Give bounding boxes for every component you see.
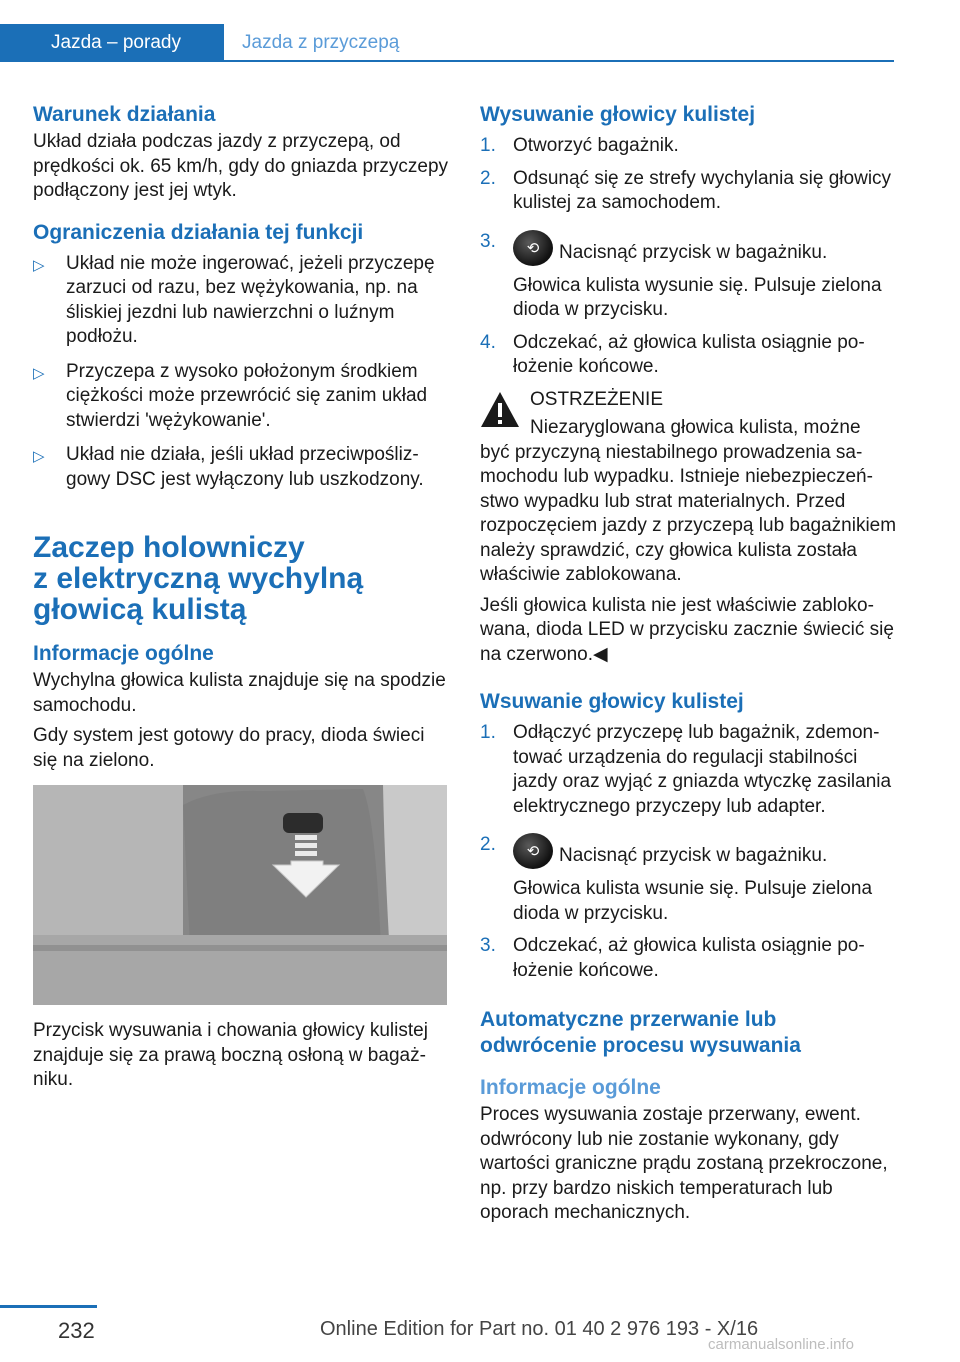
general-info-heading: Informacje ogólne — [33, 642, 214, 665]
section-label: Jazda z przyczepą — [242, 32, 400, 53]
footer-rule — [0, 1305, 97, 1308]
edition-text: Online Edition for Part no. 01 40 2 976 193 - X/16 — [320, 1318, 759, 1340]
trunk-illustration — [33, 785, 447, 1005]
warning-block — [480, 388, 900, 441]
tow-hitch-button-icon: ⟲ — [513, 230, 553, 266]
tow-hitch-button-icon: ⟲ — [513, 833, 553, 869]
photo-caption: Przycisk wysuwania i chowania głowicy kulistej znajduje się za prawą boczną osłoną w bagażniku. — [33, 1020, 428, 1090]
triangle-right-icon: ▷ — [33, 364, 45, 382]
list-item: 2. ⟲ Nacisnąć przycisk w bagażniku. Głowica kulista wsunie się. Pulsuje zielona dioda w przycisku. — [480, 834, 873, 924]
right-column — [480, 102, 900, 1226]
condition-heading: Warunek działania — [33, 103, 216, 126]
trunk-button-photo — [33, 785, 447, 1005]
watermark[interactable]: carmanualsonline.info — [708, 1336, 854, 1353]
list-item: 2. Odsunąć się ze strefy wychylania się głowicy kulistej za samochodem. — [480, 167, 892, 213]
triangle-right-icon: ▷ — [33, 256, 45, 274]
list-item: ▷ Układ nie może ingerować, jeżeli przyczepę zarzuci od razu, bez wężykowania, np. na śliskiej jezdni lub nawierzchni o luźnym podłożu. — [33, 252, 451, 350]
auto-info-text: Proces wysuwania zostaje przerwany, ewent. odwrócony lub nie zostanie wykonany, gdy wartości graniczne prądu zostaną przekroczone, np. przy bardzo niskich temperaturach lub oporach mechanicznych. — [480, 1104, 888, 1223]
warning-triangle-icon — [480, 390, 520, 430]
warning-text: Niezaryglowana głowica kulista, możne — [530, 417, 861, 438]
chapter-tab[interactable] — [0, 24, 224, 62]
page-number: 232 — [58, 1318, 95, 1343]
main-heading: Zaczep holowniczy z elektryczną wychylną głowicą kulistą — [33, 531, 364, 626]
list-item: 1. Odłączyć przyczepę lub bagażnik, zdemontować urządzenia do regulacji stabilności jazdy oraz wyjąć z gniazda wtyczkę zasilania elektrycznego przyczepy lub adapter. — [480, 722, 892, 817]
warning-text: być przyczyną niestabilnego prowadzenia samochodu lub wypadku. Istnieje niebezpieczeństwo wypadku lub strat materialnych. Przed rozpoczęciem jazdy z przyczepą lub bagażnikiem należy sprawdzić, czy głowica kulista została właściwie zablokowana. — [480, 441, 897, 585]
chapter-label: Jazda – porady — [51, 32, 181, 53]
condition-text: Układ działa podczas jazdy z przyczepą, od prędkości ok. 65 km/h, gdy do gniazda przyczepy podłączony jest jej wtyk. — [33, 131, 449, 201]
auto-interrupt-heading: Automatyczne przerwanie lub odwrócenie procesu wysuwania — [480, 1008, 801, 1057]
warning-text: Jeśli głowica kulista nie jest właściwie zablokowana, dioda LED w przycisku zacznie świecić się na czerwono.◀ — [480, 594, 894, 665]
extend-heading: Wysuwanie głowicy kulistej — [480, 103, 756, 126]
list-item: 3. Odczekać, aż głowica kulista osiągnie położenie końcowe. — [480, 935, 865, 981]
left-column — [33, 102, 451, 1093]
general-info-text: Wychylna głowica kulista znajduje się na spodzie samochodu. — [33, 670, 446, 716]
header-rule — [224, 60, 894, 62]
general-info-text: Gdy system jest gotowy do pracy, dioda świeci się na zielono. — [33, 725, 425, 771]
retract-heading: Wsuwanie głowicy kulistej — [480, 690, 744, 713]
list-item: ▷ Układ nie działa, jeśli układ przeciwpoślizgowy DSC jest wyłączony lub uszkodzony. — [33, 443, 451, 492]
triangle-right-icon: ▷ — [33, 448, 45, 465]
section-tab[interactable] — [242, 24, 399, 62]
limits-heading: Ograniczenia działania tej funkcji — [33, 220, 364, 244]
auto-info-heading: Informacje ogólne — [480, 1076, 661, 1099]
warning-label: OSTRZEŻENIE — [530, 388, 664, 410]
list-item: 3. ⟲ Nacisnąć przycisk w bagażniku. Głowica kulista wysunie się. Pulsuje zielona dioda w przycisku. — [480, 230, 882, 320]
list-item: 4. Odczekać, aż głowica kulista osiągnie położenie końcowe. — [480, 331, 865, 377]
list-item: ▷ Przyczepa z wysoko położonym środkiem ciężkości może przewrócić się zanim układ stwierdzi 'wężykowanie'. — [33, 360, 451, 434]
list-item: 1. Otworzyć bagażnik. — [480, 135, 679, 156]
